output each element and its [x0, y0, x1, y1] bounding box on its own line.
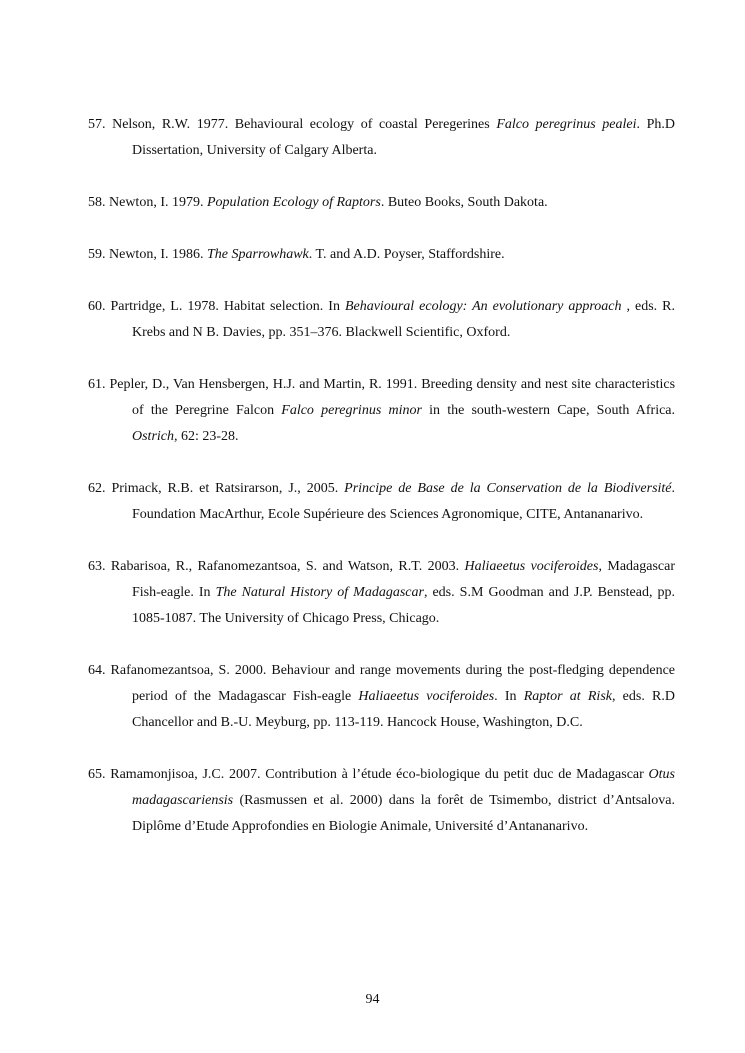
reference-list — [88, 112, 675, 866]
reference-number: 58. — [88, 195, 106, 210]
reference-number: 63. — [88, 559, 106, 574]
reference-item: 62. Primack, R.B. et Ratsirarson, J., 2005. Principe de Base de la Conservation de la Biodiversité. Foundation MacArthur, Ecole Supérieure des Sciences Agronomique, CITE, Antananarivo. — [88, 481, 676, 522]
reference-number: 61. — [88, 377, 106, 392]
page-number: 94 — [365, 992, 380, 1007]
reference-number: 64. — [88, 663, 106, 678]
reference-number: 60. — [88, 299, 106, 314]
reference-number: 65. — [88, 767, 106, 782]
reference-item: 58. Newton, I. 1979. Population Ecology of Raptors. Buteo Books, South Dakota. — [88, 195, 548, 210]
reference-item: 60. Partridge, L. 1978. Habitat selection. In Behavioural ecology: An evolutionary approach , eds. R. Krebs and N B. Davies, pp. 351–376. Blackwell Scientific, Oxford. — [88, 299, 676, 340]
reference-item: 57. Nelson, R.W. 1977. Behavioural ecology of coastal Peregerines Falco peregrinus pealei. Ph.D Dissertation, University of Calgary Alberta. — [88, 117, 675, 158]
reference-item: 61. Pepler, D., Van Hensbergen, H.J. and Martin, R. 1991. Breeding density and nest site characteristics of the Peregrine Falcon Falco peregrinus minor in the south-western Cape, South Africa. Ostrich, 62: 23-28. — [88, 377, 676, 444]
reference-number: 59. — [88, 247, 106, 262]
reference-number: 62. — [88, 481, 106, 496]
reference-item: 59. Newton, I. 1986. The Sparrowhawk. T. and A.D. Poyser, Staffordshire. — [88, 247, 505, 262]
reference-item: 63. Rabarisoa, R., Rafanomezantsoa, S. and Watson, R.T. 2003. Haliaeetus vociferoides, Madagascar Fish-eagle. In The Natural History of Madagascar, eds. S.M Goodman and J.P. Benstead, pp. 1085-1087. The University of Chicago Press, Chicago. — [88, 559, 676, 626]
reference-item: 64. Rafanomezantsoa, S. 2000. Behaviour and range movements during the post-fledging dependence period of the Madagascar Fish-eagle Haliaeetus vociferoides. In Raptor at Risk, eds. R.D Chancellor and B.-U. Meyburg, pp. 113-119. Hancock House, Washington, D.C. — [88, 663, 676, 730]
reference-item: 65. Ramamonjisoa, J.C. 2007. Contribution à l’étude éco-biologique du petit duc de Madagascar Otus madagascariensis (Rasmussen et al. 2000) dans la forêt de Tsimembo, district d’Antsalova. Diplôme d’Etude Approfondies en Biologie Animale, Université d’Antananarivo. — [88, 767, 675, 834]
reference-number: 57. — [88, 117, 106, 132]
